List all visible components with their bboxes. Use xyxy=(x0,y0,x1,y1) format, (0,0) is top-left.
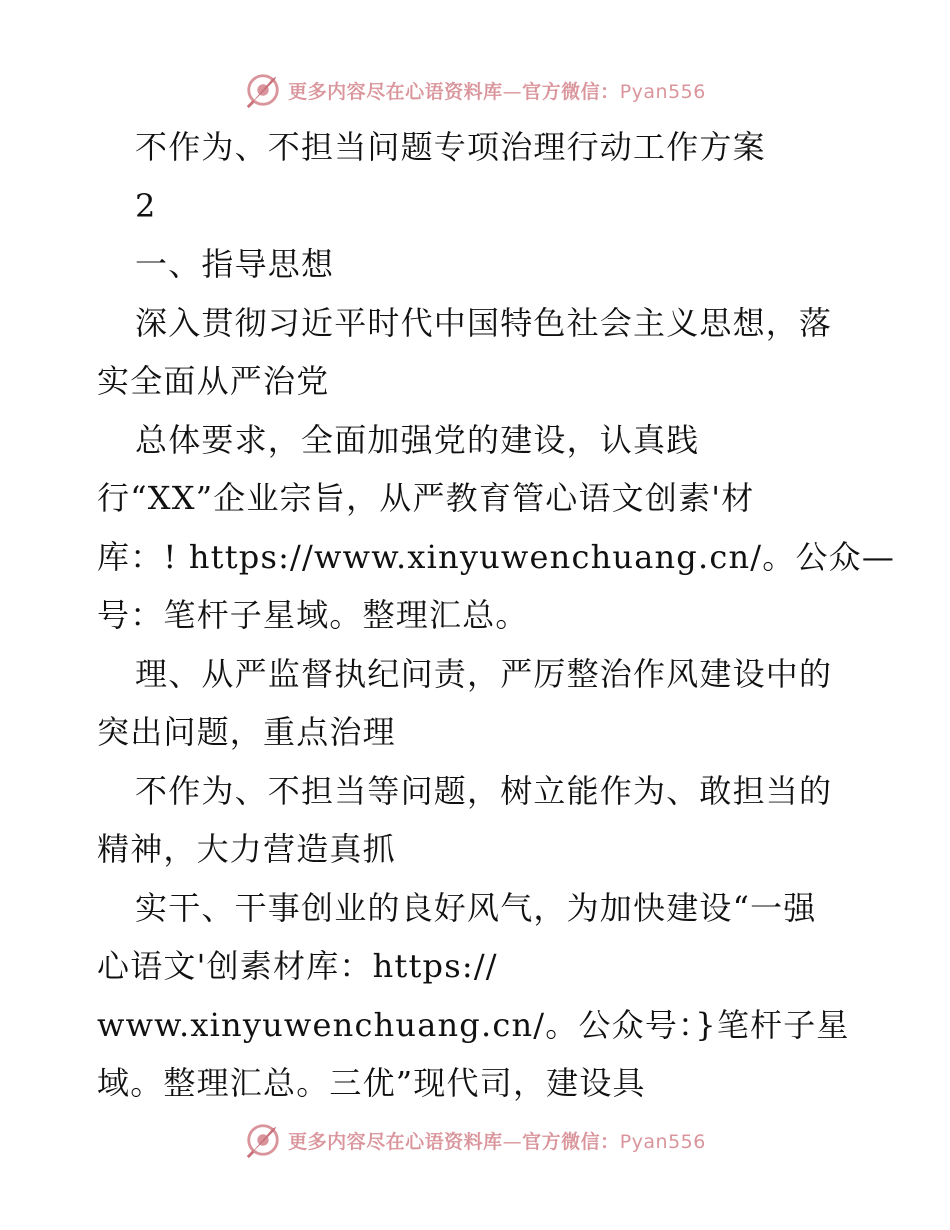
document-body xyxy=(97,118,896,1113)
watermark-title: 更多内容尽在心语资料库 xyxy=(288,80,503,103)
document-line: 号：笔杆子星域。整理汇总。 xyxy=(97,596,529,634)
watermark-banner-top xyxy=(0,70,950,110)
watermark-banner-bottom xyxy=(0,1120,950,1160)
watermark-separator: — xyxy=(502,1130,523,1153)
document-line: 库：! https://www.xinyuwenchuang.cn/。公众— xyxy=(97,537,896,576)
document-line: 心语文'创素材库：https:// xyxy=(97,947,498,985)
document-line: 理、从严监督执纪问责，严厉整治作风建设中的 xyxy=(135,654,833,693)
quill-logo-icon xyxy=(244,71,282,109)
document-line: 精神，大力营造真抓 xyxy=(97,830,396,868)
watermark-wechat: Pyan556 xyxy=(619,80,706,103)
document-line: 2 xyxy=(135,186,157,225)
section-heading: 一、指导思想 xyxy=(135,245,335,283)
document-line: 实干、干事创业的良好风气，为加快建设“一强 xyxy=(135,888,817,927)
watermark-separator: — xyxy=(502,80,523,103)
watermark-text xyxy=(288,77,706,104)
document-line: 总体要求，全面加强党的建设，认真践 xyxy=(135,420,700,459)
watermark-text xyxy=(288,1127,706,1154)
document-line: 行“XX”企业宗旨，从严教育管心语文创素'材 xyxy=(97,479,755,517)
watermark-contact: 官方微信： xyxy=(522,1130,620,1153)
document-line: 不作为、不担当等问题，树立能作为、敢担当的 xyxy=(135,771,833,810)
watermark-contact: 官方微信： xyxy=(522,80,620,103)
document-line: 域。整理汇总。三优”现代司，建设具 xyxy=(97,1064,646,1102)
document-line: 深入贯彻习近平时代中国特色社会主义思想，落 xyxy=(135,303,833,342)
quill-logo-icon xyxy=(244,1121,282,1159)
document-line: www.xinyuwenchuang.cn/。公众号：}笔杆子星 xyxy=(97,1005,850,1044)
watermark-wechat: Pyan556 xyxy=(619,1130,706,1153)
watermark-title: 更多内容尽在心语资料库 xyxy=(288,1130,503,1153)
document-line: 突出问题，重点治理 xyxy=(97,713,396,751)
document-line: 实全面从严治党 xyxy=(97,362,330,400)
document-title: 不作为、不担当问题专项治理行动工作方案 xyxy=(135,128,766,166)
